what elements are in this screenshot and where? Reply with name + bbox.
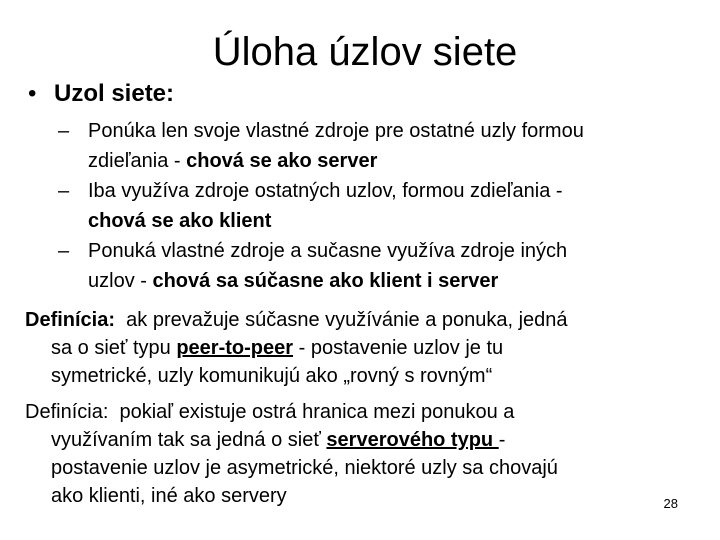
definition-line: symetrické, uzly komunikujú ako „rovný s rovným“ (51, 365, 493, 387)
definition-text: sa o sieť typu (51, 337, 177, 359)
definition-line (25, 398, 695, 426)
bullet-dot-icon: • (28, 80, 37, 107)
sub-emphasis: chová se ako klient (88, 210, 272, 232)
definition-text: ak prevažuje súčasne využívánie a ponuka, jedná (115, 309, 568, 331)
sub-line (88, 266, 712, 296)
dash-icon: – (58, 120, 70, 142)
definition-line (25, 334, 695, 362)
definition-line: postavenie uzlov je asymetrické, niektoré uzly sa chovajú (51, 457, 558, 479)
sub-line (88, 206, 712, 236)
sub-list (58, 116, 712, 296)
slide-title: Úloha úzlov siete (212, 30, 518, 74)
sub-emphasis: chová sa súčasne ako klient i server (152, 270, 499, 292)
list-item (58, 116, 712, 176)
definition-text: pokiaľ existuje ostrá hranica mezi ponukou a (108, 401, 515, 423)
definition-line: ako klienti, iné ako servery (51, 485, 287, 507)
bullet-label: Uzol siete: (54, 80, 175, 107)
sub-emphasis: chová se ako server (186, 150, 378, 172)
definition-peer-to-peer (25, 306, 695, 390)
term-server-type: serverového typu (326, 429, 499, 451)
definition-label: Definícia: (25, 309, 116, 331)
bullet-node (28, 78, 174, 110)
dash-icon: – (58, 240, 70, 262)
definition-label: Definícia: (25, 401, 109, 423)
page-number: 28 (663, 496, 678, 511)
sub-text: zdieľania - (88, 150, 187, 172)
dash-icon: – (58, 180, 70, 202)
term-peer-to-peer: peer-to-peer (176, 337, 294, 359)
sub-line: Iba využíva zdroje ostatných uzlov, formou zdieľania - (88, 180, 563, 202)
definition-text: - postavenie uzlov je tu (293, 337, 504, 359)
definition-line (25, 306, 695, 334)
sub-line (88, 146, 712, 176)
sub-text: uzlov - (88, 270, 153, 292)
list-item (58, 236, 712, 296)
definition-line (25, 426, 695, 454)
definition-text: - (498, 429, 506, 451)
sub-line: Ponuká vlastné zdroje a sučasne využíva zdroje iných (88, 240, 568, 262)
sub-line: Ponúka len svoje vlastné zdroje pre ostatné uzly formou (88, 120, 584, 142)
definition-text: využívaním tak sa jedná o sieť (51, 429, 327, 451)
definition-server (25, 398, 695, 510)
list-item (58, 176, 712, 236)
